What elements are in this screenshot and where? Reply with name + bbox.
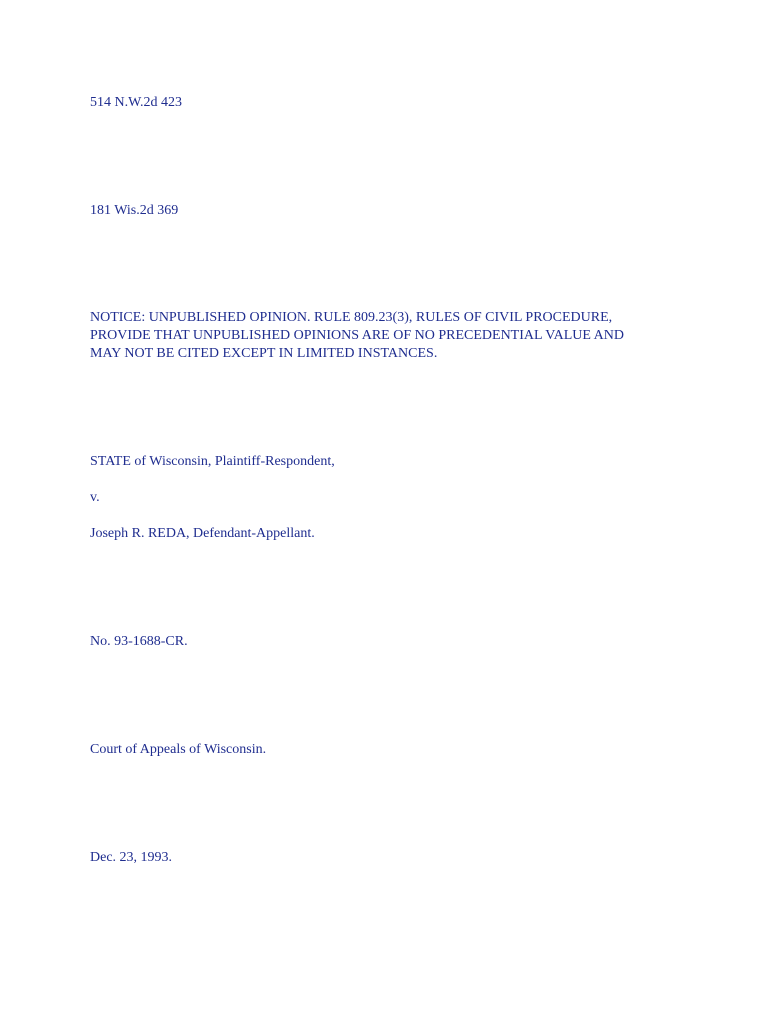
notice-line: NOTICE: UNPUBLISHED OPINION. RULE 809.23(3), RULES OF CIVIL PROCEDURE, bbox=[90, 310, 613, 325]
versus: v. bbox=[90, 490, 100, 505]
citation-nw: 514 N.W.2d 423 bbox=[90, 95, 183, 110]
court-name: Court of Appeals of Wisconsin. bbox=[90, 742, 267, 757]
decision-date: Dec. 23, 1993. bbox=[90, 850, 173, 865]
notice-line: PROVIDE THAT UNPUBLISHED OPINIONS ARE OF NO PRECEDENTIAL VALUE AND bbox=[90, 328, 624, 343]
plaintiff-party: STATE of Wisconsin, Plaintiff-Respondent, bbox=[90, 454, 335, 469]
defendant-party: Joseph R. REDA, Defendant-Appellant. bbox=[90, 526, 315, 541]
docket-number: No. 93-1688-CR. bbox=[90, 634, 188, 649]
unpublished-notice bbox=[90, 309, 690, 363]
citation-wis: 181 Wis.2d 369 bbox=[90, 203, 179, 218]
notice-line: MAY NOT BE CITED EXCEPT IN LIMITED INSTANCES. bbox=[90, 346, 438, 361]
